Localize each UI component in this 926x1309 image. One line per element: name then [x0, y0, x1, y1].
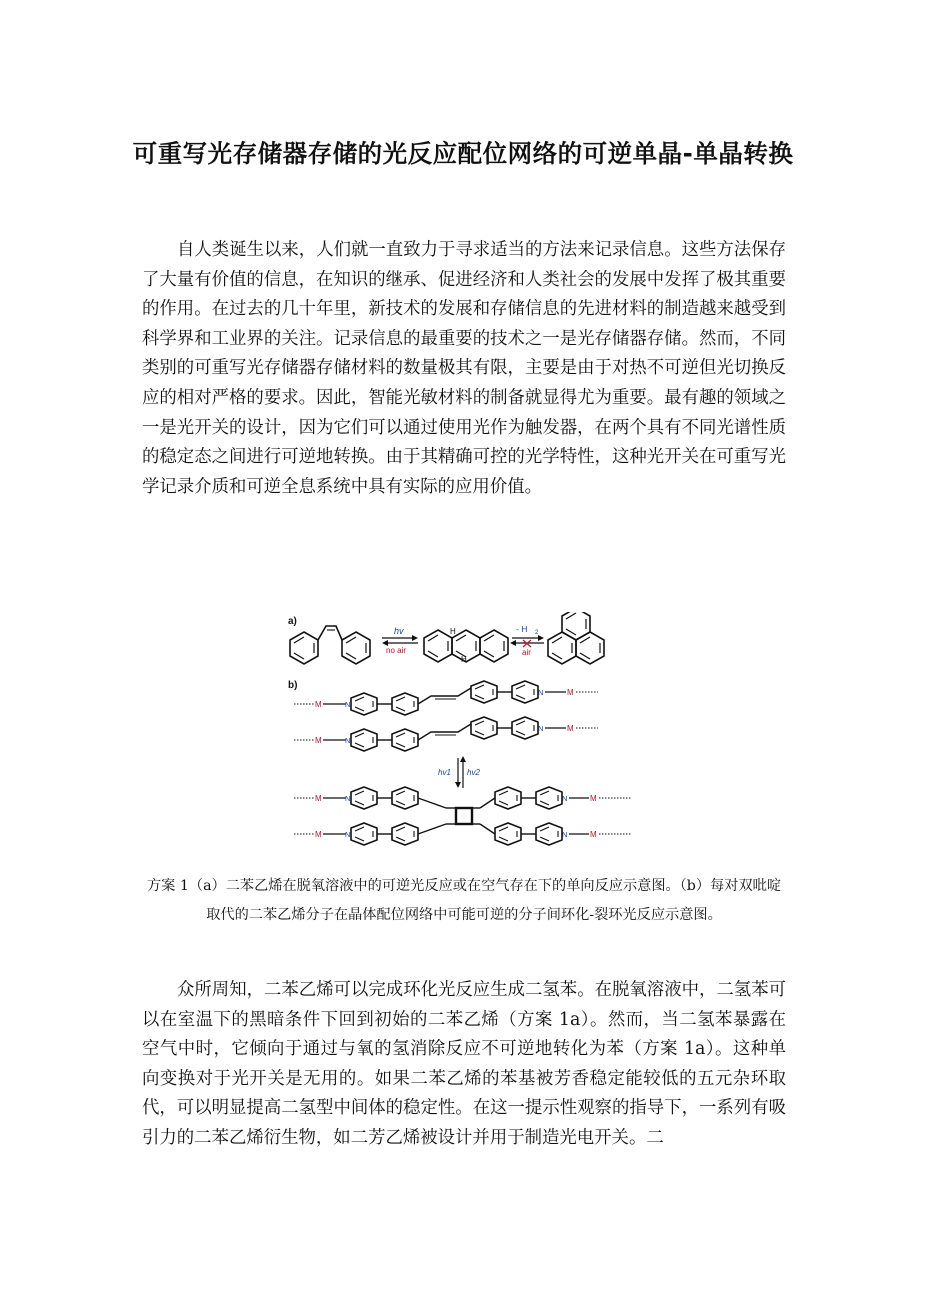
phenanthrene-molecule — [548, 612, 604, 664]
nitrogen-label: N — [345, 794, 351, 803]
hv2-label: hv2 — [467, 768, 480, 777]
body-paragraph-2: 众所周知，二苯乙烯可以完成环化光反应生成二氢苯。在脱氧溶液中，二氢苯可以在室温下的黑暗条件下回到初始的二苯乙烯（方案 1a）。然而，当二氢苯暴露在空气中时，它倾向于通过与氧的氢消除反应不可逆地转化为苯（方案 1a）。这种单向变换对于光开关是无用的。如果二苯乙烯的苯基被芳香稳定能较低的五元杂环取代，可以明显提高二氢型中间体的稳定性。在这一提示性观察的指导下，一系列有吸引力的二苯乙烯衍生物，如二芳乙烯被设计并用于制造光电开关。二 — [142, 980, 786, 1148]
body-paragraph-1: 自人类诞生以来，人们就一直致力于寻求适当的方法来记录信息。这些方法保存了大量有价值的信息，在知识的继承、促进经济和人类社会的发展中发挥了极其重要的作用。在过去的几十年里，新技术的发展和存储信息的先进材料的制造越来越受到科学界和工业界的关注。记录信息的最重要的技术之一是光存储器存储。然而，不同类别的可重写光存储器存储材料的数量极其有限，主要是由于对热不可逆但光切换反应的相对严格的要求。因此，智能光敏材料的制备就显得尤为重要。最有趣的领域之一是光开关的设计，因为它们可以通过使用光作为触发器，在两个具有不同光谱性质的稳定态之间进行可逆地转换。由于其精确可控的光学特性，这种光开关在可重写光学记录介质和可逆全息系统中具有实际的应用价值。 — [142, 240, 786, 497]
metal-label: M — [590, 830, 597, 839]
cyclobutane-chain-row-4 — [294, 823, 632, 845]
metal-label: M — [567, 724, 574, 733]
nitrogen-label: N — [345, 736, 351, 745]
photo-equilibrium-arrow — [438, 756, 480, 788]
document-title: 可重写光存储器存储的光反应配位网络的可逆单晶-单晶转换 — [132, 139, 794, 168]
bpe-chain-row-2 — [294, 717, 598, 751]
metal-label: M — [315, 830, 322, 839]
panel-b-label: b) — [288, 680, 298, 691]
metal-label: M — [590, 794, 597, 803]
metal-label: M — [315, 794, 322, 803]
dihydrophenanthrene-molecule — [424, 627, 508, 664]
panel-a-label: a) — [288, 616, 297, 627]
bpe-chain-row-1 — [294, 681, 598, 715]
arrow2-minus-h2-label: - H — [516, 624, 528, 634]
scheme-1-diagram — [286, 612, 642, 850]
metal-label: M — [315, 700, 322, 709]
hydrogen-label-top: H — [450, 627, 456, 636]
hydrogen-label-bottom: H — [461, 655, 467, 664]
nitrogen-label: N — [345, 700, 351, 709]
nitrogen-label: N — [562, 794, 568, 803]
irreversible-arrow-2 — [510, 624, 544, 657]
nitrogen-label: N — [538, 724, 544, 733]
metal-label: M — [567, 688, 574, 697]
reversible-arrow-1 — [382, 626, 418, 655]
stilbene-molecule — [290, 626, 370, 664]
arrow2-subscript-2: 2 — [535, 630, 539, 636]
hv1-label: hv1 — [438, 768, 451, 777]
cyclobutane-chain-row-3 — [294, 787, 632, 809]
figure-caption: 方案 1（a）二苯乙烯在脱氧溶液中的可逆光反应或在空气存在下的单向反应示意图。（b）每对双吡啶取代的二苯乙烯分子在晶体配位网络中可能可逆的分子间环化-裂环光反应示意图。 — [146, 878, 782, 923]
nitrogen-label: N — [562, 830, 568, 839]
scheme-figure — [286, 612, 642, 850]
arrow2-air-label: air — [522, 648, 531, 657]
cyclobutane-ring — [456, 808, 472, 824]
arrow1-no-air-label: no air — [386, 646, 407, 655]
arrow1-hv-label: hv — [394, 626, 404, 636]
metal-label: M — [315, 736, 322, 745]
nitrogen-label: N — [538, 688, 544, 697]
nitrogen-label: N — [345, 830, 351, 839]
